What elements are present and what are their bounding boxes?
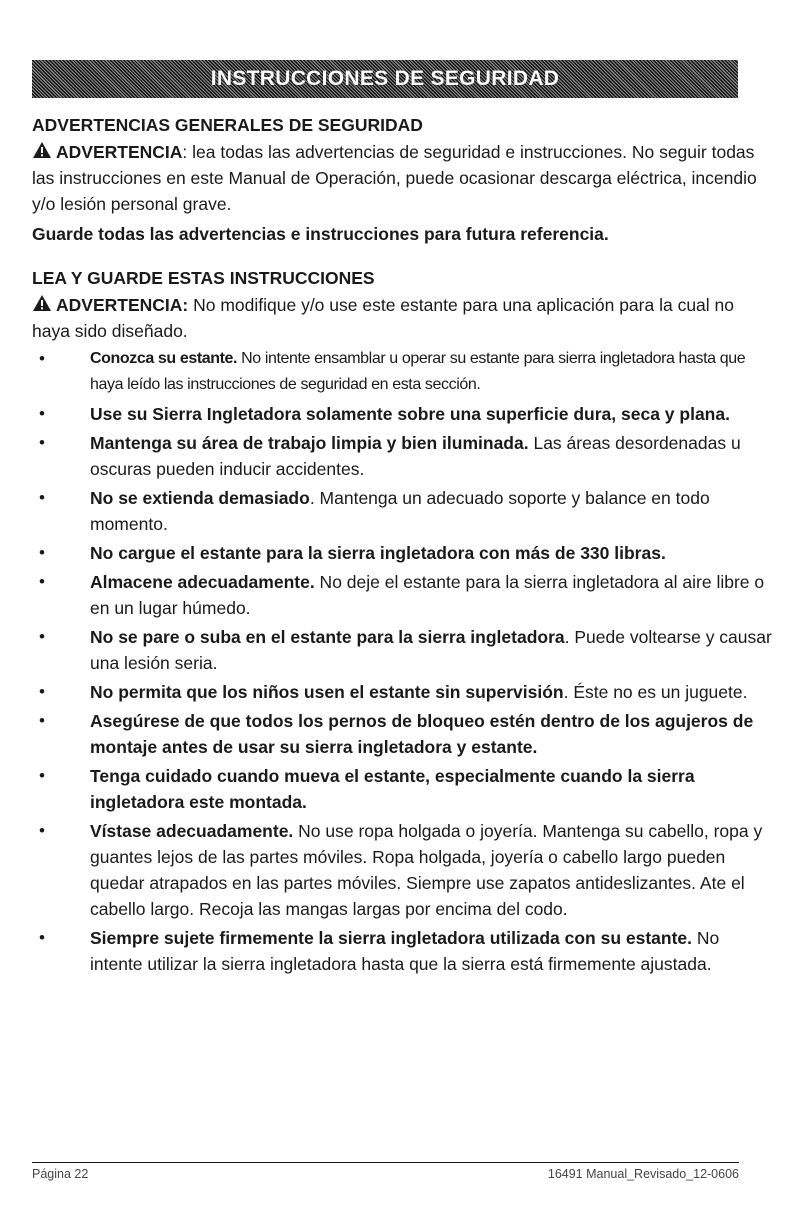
page-number: Página 22 — [32, 1167, 89, 1181]
document-id: 16491 Manual_Revisado_12-0606 — [547, 1167, 739, 1181]
list-item: • Vístase adecuadamente. No use ropa holgada o joyería. Mantenga su cabello, ropa y guantes lejos de las partes móviles. Ropa holgada, joyería o cabello largo pueden quedar atrapados en las partes móviles. Siempre use zapatos antideslizantes. Ate el cabello largo. Recoja las mangas largas por encima del codo. — [32, 818, 772, 922]
list-item: • No se extienda demasiado. Mantenga un adecuado soporte y balance en todo momento. — [32, 485, 772, 537]
banner-title: INSTRUCCIONES DE SEGURIDAD — [210, 67, 560, 90]
list-item: • Siempre sujete firmemente la sierra ingletadora utilizada con su estante. No intente utilizar la sierra ingletadora hasta que la sierra está firmemente ajustada. — [32, 925, 772, 977]
warning-text: No modifique y/o use este estante para una aplicación para la cual no haya sido diseñado. — [32, 295, 734, 341]
warning-label: ADVERTENCIA — [56, 142, 183, 162]
section-banner — [32, 60, 738, 98]
list-item: • No se pare o suba en el estante para la sierra ingletadora. Puede voltearse y causar una lesión seria. — [32, 624, 772, 676]
general-warnings-heading: ADVERTENCIAS GENERALES DE SEGURIDAD — [32, 115, 423, 135]
footer-divider — [32, 1162, 739, 1163]
page-content — [32, 112, 772, 980]
list-item: • Use su Sierra Ingletadora solamente sobre una superficie dura, seca y plana. — [32, 401, 772, 427]
list-item: • No cargue el estante para la sierra ingletadora con más de 330 libras. — [32, 540, 772, 566]
warning-triangle-icon — [32, 141, 52, 159]
warning-label: ADVERTENCIA: — [56, 295, 189, 315]
keep-instructions-text: Guarde todas las advertencias e instrucciones para futura referencia. — [32, 224, 609, 244]
list-item: • Mantenga su área de trabajo limpia y bien iluminada. Las áreas desordenadas u oscuras pueden inducir accidentes. — [32, 430, 772, 482]
warning-text: : lea todas las advertencias de seguridad e instrucciones. No seguir todas las instrucciones en este Manual de Operación, puede ocasionar descarga eléctrica, incendio y/o lesión personal grave. — [32, 142, 757, 214]
list-item: • No permita que los niños usen el estante sin supervisión. Éste no es un juguete. — [32, 679, 772, 705]
modify-warning-paragraph — [32, 292, 772, 344]
read-keep-heading: LEA Y GUARDE ESTAS INSTRUCCIONES — [32, 268, 375, 288]
list-item: • Almacene adecuadamente. No deje el estante para la sierra ingletadora al aire libre o en un lugar húmedo. — [32, 569, 772, 621]
list-item: • Tenga cuidado cuando mueva el estante, especialmente cuando la sierra ingletadora este montada. — [32, 763, 772, 815]
safety-bullet-list — [32, 346, 772, 977]
warning-triangle-icon — [32, 294, 52, 312]
general-warning-paragraph — [32, 139, 772, 217]
list-item: • Asegúrese de que todos los pernos de bloqueo estén dentro de los agujeros de montaje antes de usar su sierra ingletadora y estante. — [32, 708, 772, 760]
list-item: • Conozca su estante. No intente ensamblar u operar su estante para sierra ingletadora hasta que haya leído las instrucciones de seguridad en esta sección. — [32, 346, 772, 398]
